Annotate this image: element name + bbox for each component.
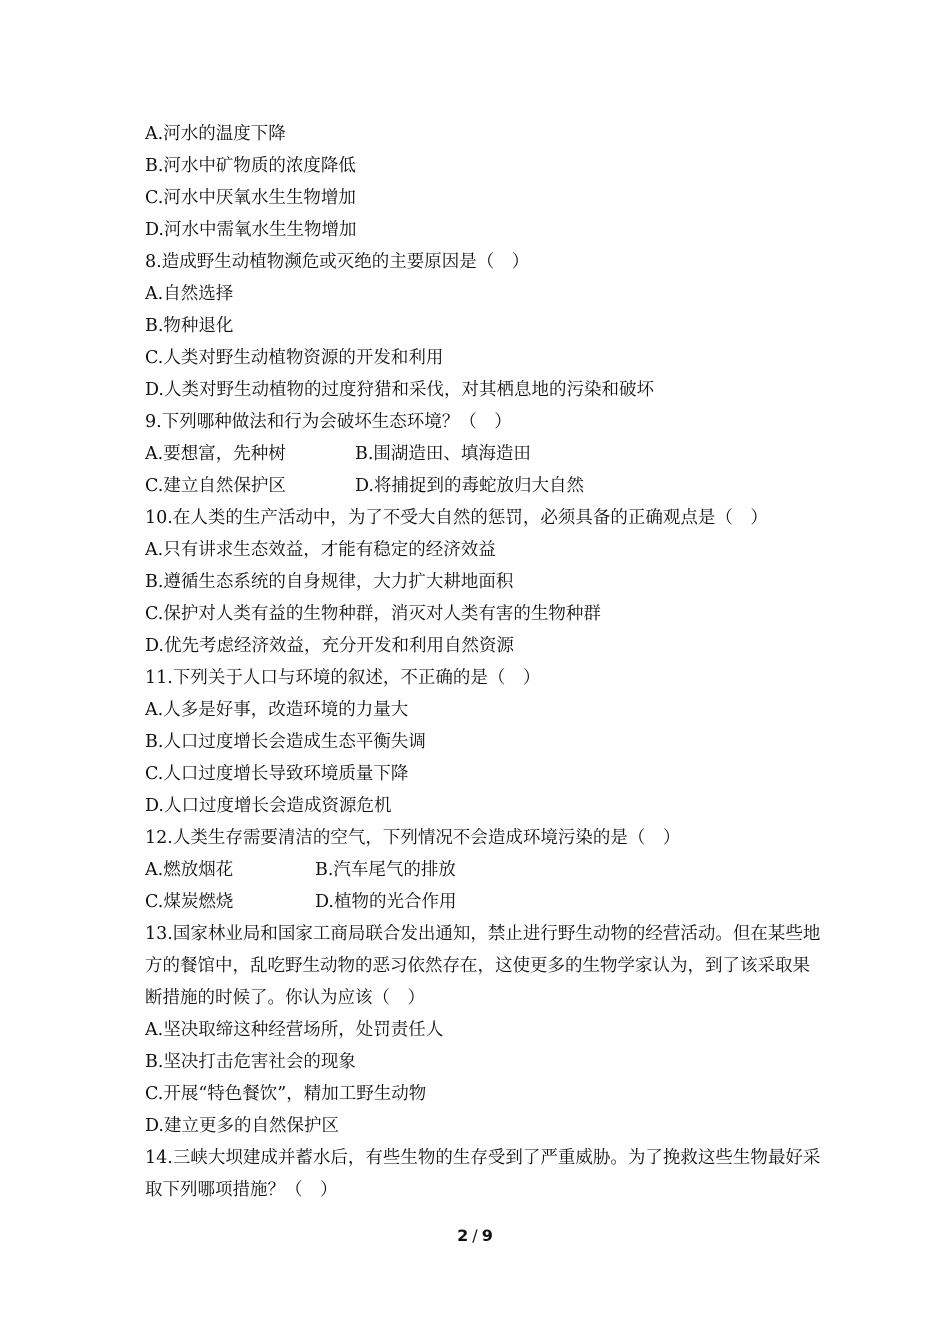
q11-option-a: A.人多是好事，改造环境的力量大 [145, 700, 409, 720]
q13-option-d: D.建立更多的自然保护区 [145, 1116, 339, 1136]
q9-option-c: C.建立自然保护区 [145, 476, 286, 496]
q10-option-a: A.只有讲求生态效益，才能有稳定的经济效益 [145, 540, 496, 560]
q11-option-c: C.人口过度增长导致环境质量下降 [145, 764, 409, 784]
q7-option-b: B.河水中矿物质的浓度降低 [145, 156, 356, 176]
q12-option-b: B.汽车尾气的排放 [315, 860, 456, 880]
q13-option-c: C.开展“特色餐饮”，精加工野生动物 [145, 1084, 427, 1104]
q12-option-a: A.燃放烟花 [145, 860, 234, 880]
q7-option-d: D.河水中需氧水生生物增加 [145, 220, 357, 240]
q12-option-c: C.煤炭燃烧 [145, 892, 234, 912]
q9-option-a: A.要想富，先种树 [145, 444, 286, 464]
q9-option-d: D.将捕捉到的毒蛇放归大自然 [355, 476, 584, 496]
page-separator: / [472, 1226, 478, 1245]
q9-option-b: B.围湖造田、填海造田 [355, 444, 531, 464]
q8-option-d: D.人类对野生动植物的过度狩猎和采伐，对其栖息地的污染和破坏 [145, 380, 654, 400]
q8-stem: 8.造成野生动植物濒危或灭绝的主要原因是（ ） [145, 252, 530, 272]
q10-option-d: D.优先考虑经济效益，充分开发和利用自然资源 [145, 636, 514, 656]
q8-option-a: A.自然选择 [145, 284, 234, 304]
q13-stem: 13.国家林业局和国家工商局联合发出通知，禁止进行野生动物的经营活动。但在某些地方的餐馆中，乱吃野生动物的恶习依然存在，这使更多的生物学家认为，到了该采取果断措施的时候了。你认为应该（ ） [145, 924, 821, 1008]
q13-option-b: B.坚决打击危害社会的现象 [145, 1052, 356, 1072]
q11-stem: 11.下列关于人口与环境的叙述，不正确的是（ ） [145, 668, 541, 688]
q9-stem: 9.下列哪种做法和行为会破坏生态环境？（ ） [145, 412, 512, 432]
q12-options-row-2 [145, 886, 825, 918]
q11-option-b: B.人口过度增长会造成生态平衡失调 [145, 732, 426, 752]
q10-option-b: B.遵循生态系统的自身规律，大力扩大耕地面积 [145, 572, 514, 592]
q8-option-b: B.物种退化 [145, 316, 234, 336]
q10-stem: 10.在人类的生产活动中，为了不受大自然的惩罚，必须具备的正确观点是（ ） [145, 508, 768, 528]
q12-stem: 12.人类生存需要清洁的空气，下列情况不会造成环境污染的是（ ） [145, 828, 681, 848]
q10-option-c: C.保护对人类有益的生物种群，消灭对人类有害的生物种群 [145, 604, 601, 624]
q9-options-row-1 [145, 438, 825, 470]
q12-option-d: D.植物的光合作用 [315, 892, 457, 912]
page-number [0, 1226, 950, 1245]
q7-option-c: C.河水中厌氧水生生物增加 [145, 188, 356, 208]
q7-option-a: A.河水的温度下降 [145, 124, 286, 144]
q12-options-row-1 [145, 854, 825, 886]
question-content [145, 118, 825, 1206]
q14-stem: 14.三峡大坝建成并蓄水后，有些生物的生存受到了严重威胁。为了挽救这些生物最好采取下列哪项措施？（ ） [145, 1148, 821, 1200]
total-pages: 9 [481, 1226, 493, 1245]
q13-option-a: A.坚决取缔这种经营场所，处罚责任人 [145, 1020, 444, 1040]
current-page: 2 [457, 1226, 469, 1245]
q8-option-c: C.人类对野生动植物资源的开发和利用 [145, 348, 444, 368]
q11-option-d: D.人口过度增长会造成资源危机 [145, 796, 392, 816]
q9-options-row-2 [145, 470, 825, 502]
